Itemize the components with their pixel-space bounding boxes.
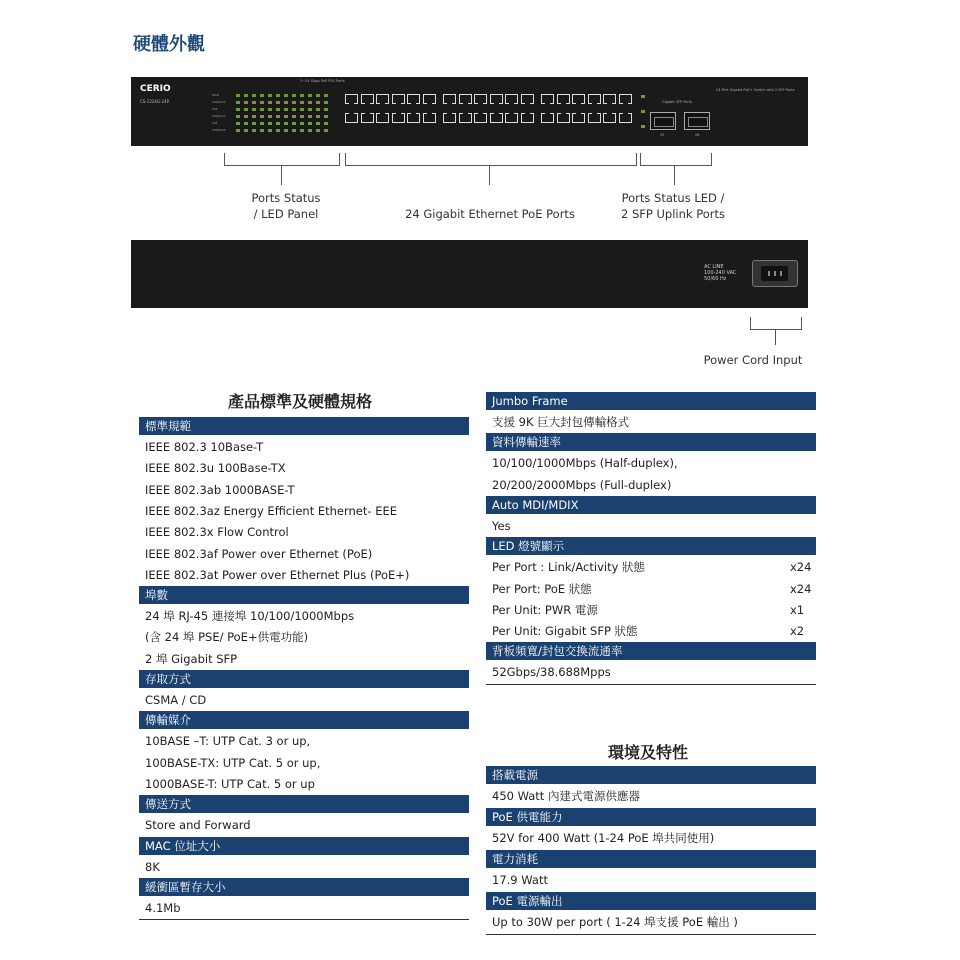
rj45-port <box>459 113 472 123</box>
spec-row: 2 埠 Gigabit SFP <box>145 651 238 666</box>
status-led <box>244 108 248 111</box>
status-led <box>324 115 328 118</box>
status-led <box>276 129 280 132</box>
status-led <box>308 94 312 97</box>
status-led <box>252 115 256 118</box>
rj45-port <box>588 113 601 123</box>
bracket-pointer <box>674 165 675 185</box>
sfp-led <box>641 95 645 98</box>
rj45-port <box>392 113 405 123</box>
ac-line-label <box>704 264 736 282</box>
sfp-ports-label: Gigabit SFP Ports <box>662 100 692 104</box>
model-label: CS-1224G-24P <box>140 99 169 104</box>
spec-group-header: 緩衝區暫存大小 <box>139 878 469 896</box>
rj45-port <box>490 113 503 123</box>
rj45-port <box>376 94 389 104</box>
sfp-callout <box>608 190 738 222</box>
spec-row: 10/100/1000Mbps (Half-duplex), <box>492 456 678 471</box>
status-led <box>252 108 256 111</box>
switch-description-label: 24 Port Gigabit PoE+ Switch with 2 SFP Ports <box>716 88 795 92</box>
status-led <box>316 94 320 97</box>
status-led <box>284 115 288 118</box>
status-led <box>308 129 312 132</box>
status-led <box>268 122 272 125</box>
spec-row: IEEE 802.3u 100Base-TX <box>145 461 286 476</box>
sfp-led <box>641 125 645 128</box>
poe-ports-bracket <box>345 153 637 166</box>
spec-row: Yes <box>492 518 511 533</box>
rj45-port-group <box>541 88 635 132</box>
spec-count: x1 <box>790 602 805 617</box>
status-led <box>292 94 296 97</box>
spec-count: x2 <box>790 624 805 639</box>
spec-row: Per Port: PoE 狀態 <box>492 581 592 596</box>
status-led <box>276 108 280 111</box>
rj45-port <box>505 94 518 104</box>
status-led <box>244 129 248 132</box>
status-led <box>300 122 304 125</box>
rj45-port <box>541 94 554 104</box>
status-led <box>300 101 304 104</box>
spec-row: IEEE 802.3x Flow Control <box>145 525 289 540</box>
brand-logo: CERIO <box>140 84 171 94</box>
spec-row: (含 24 埠 PSE/ PoE+供電功能) <box>145 630 309 645</box>
spec-row: Per Unit: PWR 電源 <box>492 602 598 617</box>
rj45-port <box>490 94 503 104</box>
status-led <box>252 122 256 125</box>
status-led <box>252 94 256 97</box>
status-led <box>252 129 256 132</box>
status-led <box>276 122 280 125</box>
rj45-port <box>423 113 436 123</box>
status-led <box>316 129 320 132</box>
spec-row: 1000BASE-T: UTP Cat. 5 or up <box>145 776 315 791</box>
spec-row: 24 埠 RJ-45 連接埠 10/100/1000Mbps <box>145 609 355 624</box>
led-label: LINK/ACT <box>212 128 226 132</box>
rj45-port <box>557 113 570 123</box>
sfp-led <box>641 110 645 113</box>
ports-top-label: 1~24 Gbps PoE PSE Ports <box>300 79 345 83</box>
status-led <box>324 108 328 111</box>
status-led <box>260 94 264 97</box>
callout-line: Ports Status <box>251 191 321 205</box>
status-led <box>284 101 288 104</box>
spec-row: Up to 30W per port ( 1-24 埠支援 PoE 輸出 ) <box>492 915 738 929</box>
rj45-port <box>392 94 405 104</box>
rj45-port <box>361 94 374 104</box>
spec-row: Store and Forward <box>145 818 251 833</box>
spec-group-header: 電力消耗 <box>486 850 816 868</box>
status-led <box>300 108 304 111</box>
spec-group-header: 搭載電源 <box>486 766 816 784</box>
status-led <box>236 122 240 125</box>
rj45-port <box>443 113 456 123</box>
status-led <box>268 108 272 111</box>
status-led <box>276 94 280 97</box>
spec-row: IEEE 802.3ab 1000BASE-T <box>145 482 295 497</box>
rj45-port <box>376 113 389 123</box>
status-led <box>244 122 248 125</box>
spec-group-header: 標準規範 <box>139 417 469 435</box>
rj45-port <box>619 113 632 123</box>
rj45-port <box>407 113 420 123</box>
rj45-port <box>407 94 420 104</box>
status-led <box>260 108 264 111</box>
led-panel-bracket <box>224 153 340 166</box>
spec-row: Per Port : Link/Activity 狀態 <box>492 560 646 575</box>
status-led <box>252 101 256 104</box>
status-led <box>308 115 312 118</box>
rj45-port <box>459 94 472 104</box>
spec-row: 10BASE –T: UTP Cat. 3 or up, <box>145 734 311 749</box>
sfp-bracket <box>640 153 712 166</box>
hardware-spec-title: 產品標準及硬體規格 <box>228 392 373 411</box>
led-label: LINK/ACT <box>212 100 226 104</box>
spec-count: x24 <box>790 560 812 575</box>
spec-group-header: 傳送方式 <box>139 795 469 813</box>
status-led <box>324 122 328 125</box>
spec-row: 52Gbps/38.688Mpps <box>492 665 611 680</box>
status-led <box>284 94 288 97</box>
pin <box>780 271 782 276</box>
spec-row: 4.1Mb <box>145 900 181 915</box>
led-label: PoE <box>212 107 218 111</box>
spec-row: IEEE 802.3at Power over Ethernet Plus (PoE+) <box>145 567 410 582</box>
spec-row: 20/200/2000Mbps (Full-duplex) <box>492 477 672 492</box>
status-led <box>260 101 264 104</box>
spec-row: Per Unit: Gigabit SFP 狀態 <box>492 624 638 639</box>
ac-line-text: AC LINE <box>704 264 724 270</box>
spec-group-header: PoE 供電能力 <box>486 808 816 826</box>
page-title: 硬體外觀 <box>133 34 205 55</box>
table-bottom-rule <box>139 919 469 920</box>
status-led <box>316 122 320 125</box>
spec-row: 17.9 Watt <box>492 873 548 887</box>
pin <box>774 271 776 276</box>
led-label: PoE <box>212 121 218 125</box>
status-led <box>268 94 272 97</box>
rj45-port <box>345 113 358 123</box>
status-led <box>260 129 264 132</box>
status-led <box>276 101 280 104</box>
spec-group-header: PoE 電源輸出 <box>486 892 816 910</box>
spec-row: IEEE 802.3az Energy Efficient Ethernet- EEE <box>145 503 397 518</box>
rj45-port <box>588 94 601 104</box>
ports-status-callout <box>226 190 346 222</box>
status-led <box>244 115 248 118</box>
spec-row: 100BASE-TX: UTP Cat. 5 or up, <box>145 755 321 770</box>
environment-title: 環境及特性 <box>608 743 689 762</box>
rj45-port <box>603 113 616 123</box>
spec-row: CSMA / CD <box>145 693 207 707</box>
status-led <box>236 94 240 97</box>
spec-group-header: 資料傳輸速率 <box>486 433 816 451</box>
rj45-port <box>423 94 436 104</box>
status-led <box>292 129 296 132</box>
status-led <box>236 108 240 111</box>
rj45-port <box>345 94 358 104</box>
table-bottom-rule <box>486 934 816 935</box>
spec-count: x24 <box>790 581 812 596</box>
power-callout: Power Cord Input <box>703 353 803 367</box>
rj45-port-group <box>443 88 537 132</box>
status-led <box>308 108 312 111</box>
status-led <box>308 122 312 125</box>
status-led <box>300 115 304 118</box>
spec-row: 8K <box>145 859 160 874</box>
spec-row: IEEE 802.3 10Base-T <box>145 440 264 454</box>
bracket-pointer <box>281 165 282 185</box>
status-led <box>324 101 328 104</box>
status-led <box>244 94 248 97</box>
status-led <box>300 94 304 97</box>
status-led <box>300 129 304 132</box>
rj45-port <box>572 113 585 123</box>
rj45-port <box>361 113 374 123</box>
spec-row: 支援 9K 巨大封包傳輸格式 <box>492 415 630 429</box>
rj45-port <box>474 113 487 123</box>
status-led <box>260 122 264 125</box>
status-led <box>268 129 272 132</box>
pin <box>768 271 770 276</box>
led-label: LINK/ACT <box>212 114 226 118</box>
rj45-port <box>521 113 534 123</box>
rj45-port <box>541 113 554 123</box>
status-led <box>284 129 288 132</box>
spec-group-header: Jumbo Frame <box>486 392 816 410</box>
status-led <box>260 115 264 118</box>
rj45-port <box>474 94 487 104</box>
status-led <box>316 115 320 118</box>
rj45-port <box>443 94 456 104</box>
sfp-port <box>684 112 710 130</box>
status-led <box>292 108 296 111</box>
status-led <box>324 129 328 132</box>
spec-group-header: Auto MDI/MDIX <box>486 496 816 514</box>
status-led <box>244 101 248 104</box>
status-led <box>316 101 320 104</box>
status-led <box>284 108 288 111</box>
spec-group-header: MAC 位址大小 <box>139 837 469 855</box>
rj45-port <box>603 94 616 104</box>
rj45-port-group <box>345 88 439 132</box>
sfp-port <box>650 112 676 130</box>
rj45-port <box>572 94 585 104</box>
status-led <box>292 122 296 125</box>
rj45-port <box>619 94 632 104</box>
led-label: PWR <box>212 93 219 97</box>
status-led <box>316 108 320 111</box>
status-led <box>284 122 288 125</box>
status-led <box>308 101 312 104</box>
power-socket-icon <box>752 260 798 287</box>
callout-line: Ports Status LED / <box>621 191 725 205</box>
rj45-port <box>557 94 570 104</box>
poe-ports-callout: 24 Gigabit Ethernet PoE Ports <box>405 207 575 221</box>
status-led <box>236 115 240 118</box>
status-led <box>292 115 296 118</box>
spec-group-header: 背板頻寬/封包交換流通率 <box>486 642 816 660</box>
ac-line-text: 50/60 Hz <box>704 276 727 282</box>
led-panel <box>212 92 336 132</box>
ac-line-text: 100-240 VAC <box>704 270 737 276</box>
status-led <box>324 94 328 97</box>
rj45-port <box>505 113 518 123</box>
status-led <box>276 115 280 118</box>
status-led <box>292 101 296 104</box>
status-led <box>236 129 240 132</box>
status-led <box>268 101 272 104</box>
power-bracket <box>750 317 802 330</box>
bracket-pointer <box>489 165 490 185</box>
spec-row: 52V for 400 Watt (1-24 PoE 埠共同使用) <box>492 831 715 845</box>
table-bottom-rule <box>486 684 816 685</box>
callout-line: / LED Panel <box>253 207 319 221</box>
spec-group-header: LED 燈號顯示 <box>486 537 816 555</box>
sfp-port-number: 26 <box>695 133 700 137</box>
status-led <box>268 115 272 118</box>
status-led <box>236 101 240 104</box>
spec-group-header: 存取方式 <box>139 670 469 688</box>
spec-row: IEEE 802.3af Power over Ethernet (PoE) <box>145 546 373 561</box>
bracket-pointer <box>775 329 776 345</box>
rj45-port <box>521 94 534 104</box>
spec-row: 450 Watt 內建式電源供應器 <box>492 789 640 803</box>
callout-line: 2 SFP Uplink Ports <box>621 207 725 221</box>
spec-group-header: 埠數 <box>139 586 469 604</box>
spec-group-header: 傳輸媒介 <box>139 711 469 729</box>
sfp-port-number: 25 <box>660 133 665 137</box>
